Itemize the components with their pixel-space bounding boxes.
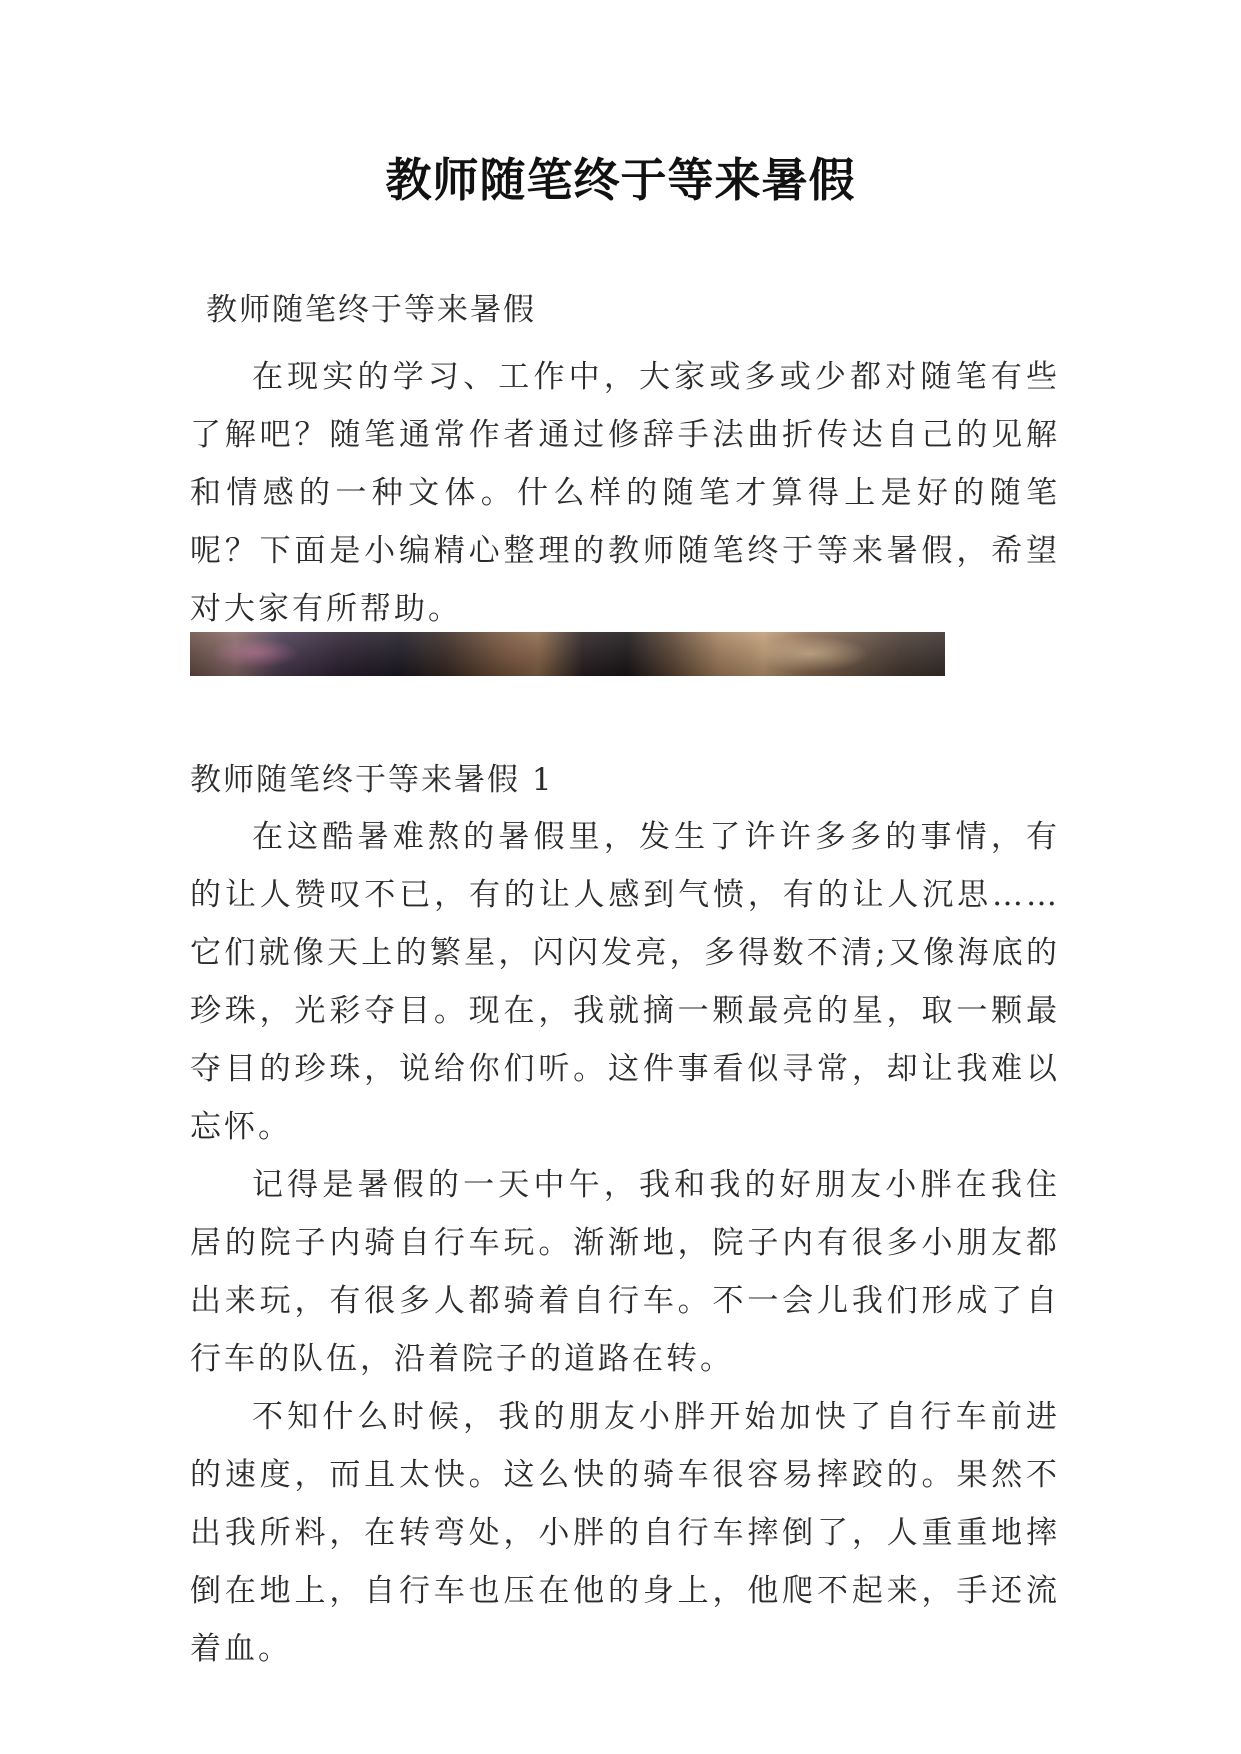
section-heading: 教师随笔终于等来暑假 1 — [190, 762, 554, 798]
essay-paragraph: 记得是暑假的一天中午，我和我的好朋友小胖在我住居的院子内骑自行车玩。渐渐地，院子内有很多小朋友都出来玩，有很多人都骑着自行车。不一会儿我们形成了自行车的队伍，沿着院子的道路在转。 — [190, 1167, 1060, 1377]
intro-section — [190, 348, 1060, 638]
decorative-photo-strip — [190, 632, 945, 676]
document-title: 教师随笔终于等来暑假 — [385, 153, 856, 207]
essay-paragraph: 不知什么时候，我的朋友小胖开始加快了自行车前进的速度，而且太快。这么快的骑车很容易摔跤的。果然不出我所料，在转弯处，小胖的自行车摔倒了，人重重地摔倒在地上，自行车也压在他的身上，他爬不起来，手还流着血。 — [190, 1399, 1060, 1667]
document-subtitle: 教师随笔终于等来暑假 — [206, 292, 536, 328]
essay-paragraph: 在这酷暑难熬的暑假里，发生了许许多多的事情，有的让人赞叹不已，有的让人感到气愤，有的让人沉思……它们就像天上的繁星，闪闪发亮，多得数不清;又像海底的珍珠，光彩夺目。现在，我就摘一颗最亮的星，取一颗最夺目的珍珠，说给你们听。这件事看似寻常，却让我难以忘怀。 — [190, 819, 1060, 1145]
intro-paragraph: 在现实的学习、工作中，大家或多或少都对随笔有些了解吧？随笔通常作者通过修辞手法曲折传达自己的见解和情感的一种文体。什么样的随笔才算得上是好的随笔呢？下面是小编精心整理的教师随笔终于等来暑假，希望对大家有所帮助。 — [190, 359, 1060, 627]
essay-body — [190, 808, 1060, 1678]
photo-shade — [190, 632, 945, 676]
